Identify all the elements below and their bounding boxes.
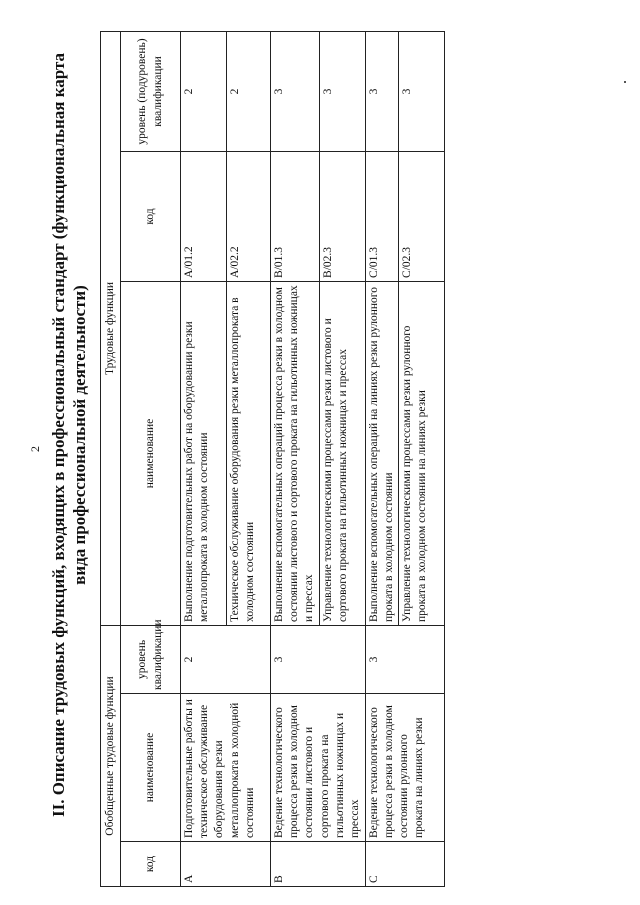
header-labor-functions: Трудовые функции [101, 31, 121, 625]
header-tf-sublevel: уровень (подуровень) квалификации [121, 31, 181, 151]
tf-name: Выполнение подготовительных работ на оборудовании резки металлопроката в холодном состоянии [181, 281, 227, 625]
table-row [181, 31, 227, 886]
section-title: II. Описание трудовых функций, входящих в профессиональный стандарт (функциональная карта вида профессиональной деятельности) [49, 52, 89, 818]
functional-map-table [100, 31, 445, 887]
gtf-name: Ведение технологического процесса резки в холодном состоянии листового и сортового проката на гильотинных ножницах и прессах [271, 694, 366, 842]
tf-name: Техническое обслуживание оборудования резки металлопроката в холодном состоянии [227, 281, 271, 625]
header-columns-row [121, 31, 181, 886]
gtf-code: B [271, 842, 366, 887]
gtf-level: 2 [181, 625, 271, 693]
tf-sublevel: 2 [227, 31, 271, 151]
tf-sublevel: 3 [271, 31, 320, 151]
header-gtf-code: код [121, 842, 181, 887]
tf-name: Управление технологическими процессами резки рулонного проката в холодном состоянии на линиях резки [399, 281, 445, 625]
tf-name: Выполнение вспомогательных операций на линиях резки рулонного проката в холодном состоянии [365, 281, 398, 625]
header-tf-name: наименование [121, 281, 181, 625]
tf-code: C/02.3 [399, 151, 445, 281]
scan-speck [624, 81, 626, 83]
tf-name: Выполнение вспомогательных операций процесса резки в холодном состоянии листового и сортового проката на гильотинных ножницах и прессах [271, 281, 320, 625]
tf-code: B/02.3 [319, 151, 365, 281]
header-group-row [101, 31, 121, 886]
tf-sublevel: 3 [399, 31, 445, 151]
table-row [271, 31, 320, 886]
tf-code: C/01.3 [365, 151, 398, 281]
tf-code: A/01.2 [181, 151, 227, 281]
gtf-level: 3 [365, 625, 444, 693]
gtf-code: A [181, 842, 271, 887]
tf-name: Управление технологическими процессами резки листового и сортового проката на гильотинных ножницах и прессах [319, 281, 365, 625]
gtf-level: 3 [271, 625, 366, 693]
table-row [365, 31, 398, 886]
header-tf-code: код [121, 151, 181, 281]
tf-sublevel: 3 [319, 31, 365, 151]
tf-sublevel: 2 [181, 31, 227, 151]
page-number: 2 [28, 446, 42, 452]
tf-sublevel: 3 [365, 31, 398, 151]
gtf-name: Ведение технологического процесса резки в холодном состоянии рулонного проката на линиях резки [365, 694, 444, 842]
header-gtf-name: наименование [121, 694, 181, 842]
tf-code: B/01.3 [271, 151, 320, 281]
gtf-code: C [365, 842, 444, 887]
tf-code: A/02.2 [227, 151, 271, 281]
header-gtf-level: уровень квалификации [121, 625, 181, 693]
gtf-name: Подготовительные работы и техническое обслуживание оборудования резки металлопроката в холодной состоянии [181, 694, 271, 842]
header-generalized-functions: Обобщенные трудовые функции [101, 625, 121, 886]
